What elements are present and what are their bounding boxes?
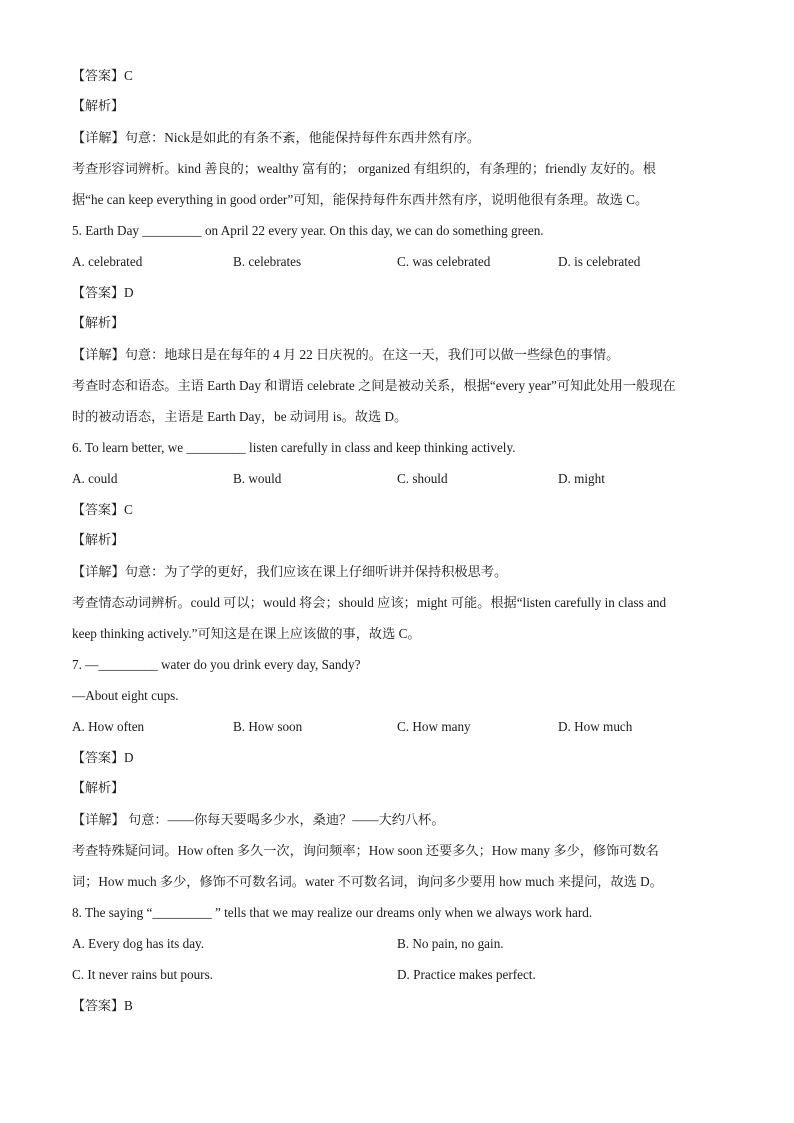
answer-value: C (124, 68, 133, 83)
answer-tag: 【答案】 (72, 286, 125, 301)
answer-value: B (124, 998, 133, 1013)
analysis-heading: 【解析】 (72, 99, 125, 114)
option-b: B. How soon (233, 719, 303, 734)
option-c: C. How many (397, 719, 471, 734)
explanation-line: 据“he can keep everything in good order”可知，能保持每件东西井然有序，说明他很有条理。故选 C。 (72, 192, 649, 207)
document-page (72, 60, 722, 1021)
answer-tag: 【答案】 (72, 999, 125, 1014)
option-a: A. could (72, 471, 118, 486)
option-row (72, 959, 722, 990)
detail-line: 【详解】句意：为了学的更好，我们应该在课上仔细听讲并保持积极思考。 (72, 564, 508, 579)
option-a: A. How often (72, 719, 145, 734)
option-d: D. might (558, 471, 605, 486)
answer-value: D (124, 285, 134, 300)
question-stem: 7. —_________ water do you drink every day, Sandy? (72, 657, 361, 672)
option-row (72, 246, 722, 277)
analysis-heading: 【解析】 (72, 316, 125, 331)
answer-tag: 【答案】 (72, 503, 125, 518)
option-d: D. is celebrated (558, 254, 641, 269)
detail-line: 【详解】 句意：——你每天要喝多少水，桑迪？——大约八杯。 (72, 812, 445, 827)
answer-value: D (124, 750, 134, 765)
explanation-line: 时的被动语态，主语是 Earth Day，be 动词用 is。故选 D。 (72, 409, 408, 424)
question-stem: 8. The saying “_________ ” tells that we may realize our dreams only when we always work hard. (72, 905, 593, 920)
explanation-line: 考查特殊疑问词。How often 多久一次，询问频率；How soon 还要多久；How many 多少，修饰可数名 (72, 843, 659, 858)
dialogue-reply: —About eight cups. (72, 688, 179, 703)
option-row (72, 928, 722, 959)
explanation-line: 考查形容词辨析。kind 善良的；wealthy 富有的； organized 有组织的，有条理的；friendly 友好的。根 (72, 161, 656, 176)
answer-line (72, 990, 722, 1021)
answer-line (72, 742, 722, 773)
question-stem: 6. To learn better, we _________ listen carefully in class and keep thinking actively. (72, 440, 516, 455)
answer-tag: 【答案】 (72, 751, 125, 766)
answer-value: C (124, 502, 133, 517)
answer-line (72, 277, 722, 308)
explanation-line: 考查时态和语态。主语 Earth Day 和谓语 celebrate 之间是被动关系，根据“every year”可知此处用一般现在 (72, 378, 676, 393)
explanation-line: 考查情态动词辨析。could 可以；would 将会；should 应该；might 可能。根据“listen carefully in class and (72, 595, 667, 610)
answer-line (72, 60, 722, 91)
option-b: B. celebrates (233, 254, 302, 269)
option-b: B. would (233, 471, 282, 486)
option-a: A. Every dog has its day. (72, 936, 205, 951)
option-row (72, 711, 722, 742)
option-c: C. was celebrated (397, 254, 491, 269)
answer-line (72, 494, 722, 525)
option-c: C. should (397, 471, 448, 486)
question-stem: 5. Earth Day _________ on April 22 every year. On this day, we can do something green. (72, 223, 544, 238)
option-c: C. It never rains but pours. (72, 967, 214, 982)
option-b: B. No pain, no gain. (397, 936, 504, 951)
option-a: A. celebrated (72, 254, 143, 269)
answer-tag: 【答案】 (72, 69, 125, 84)
explanation-line: 词；How much 多少，修饰不可数名词。water 不可数名词，询问多少要用 how much 来提问，故选 D。 (72, 874, 663, 889)
detail-line: 【详解】句意：Nick是如此的有条不紊，他能保持每件东西井然有序。 (72, 130, 481, 145)
option-d: D. How much (558, 719, 633, 734)
explanation-line: keep thinking actively.”可知这是在课上应该做的事，故选 C。 (72, 626, 421, 641)
option-row (72, 463, 722, 494)
detail-line: 【详解】句意：地球日是在每年的 4 月 22 日庆祝的。在这一天，我们可以做一些绿色的事情。 (72, 347, 620, 362)
option-d: D. Practice makes perfect. (397, 967, 536, 982)
analysis-heading: 【解析】 (72, 781, 125, 796)
analysis-heading: 【解析】 (72, 533, 125, 548)
